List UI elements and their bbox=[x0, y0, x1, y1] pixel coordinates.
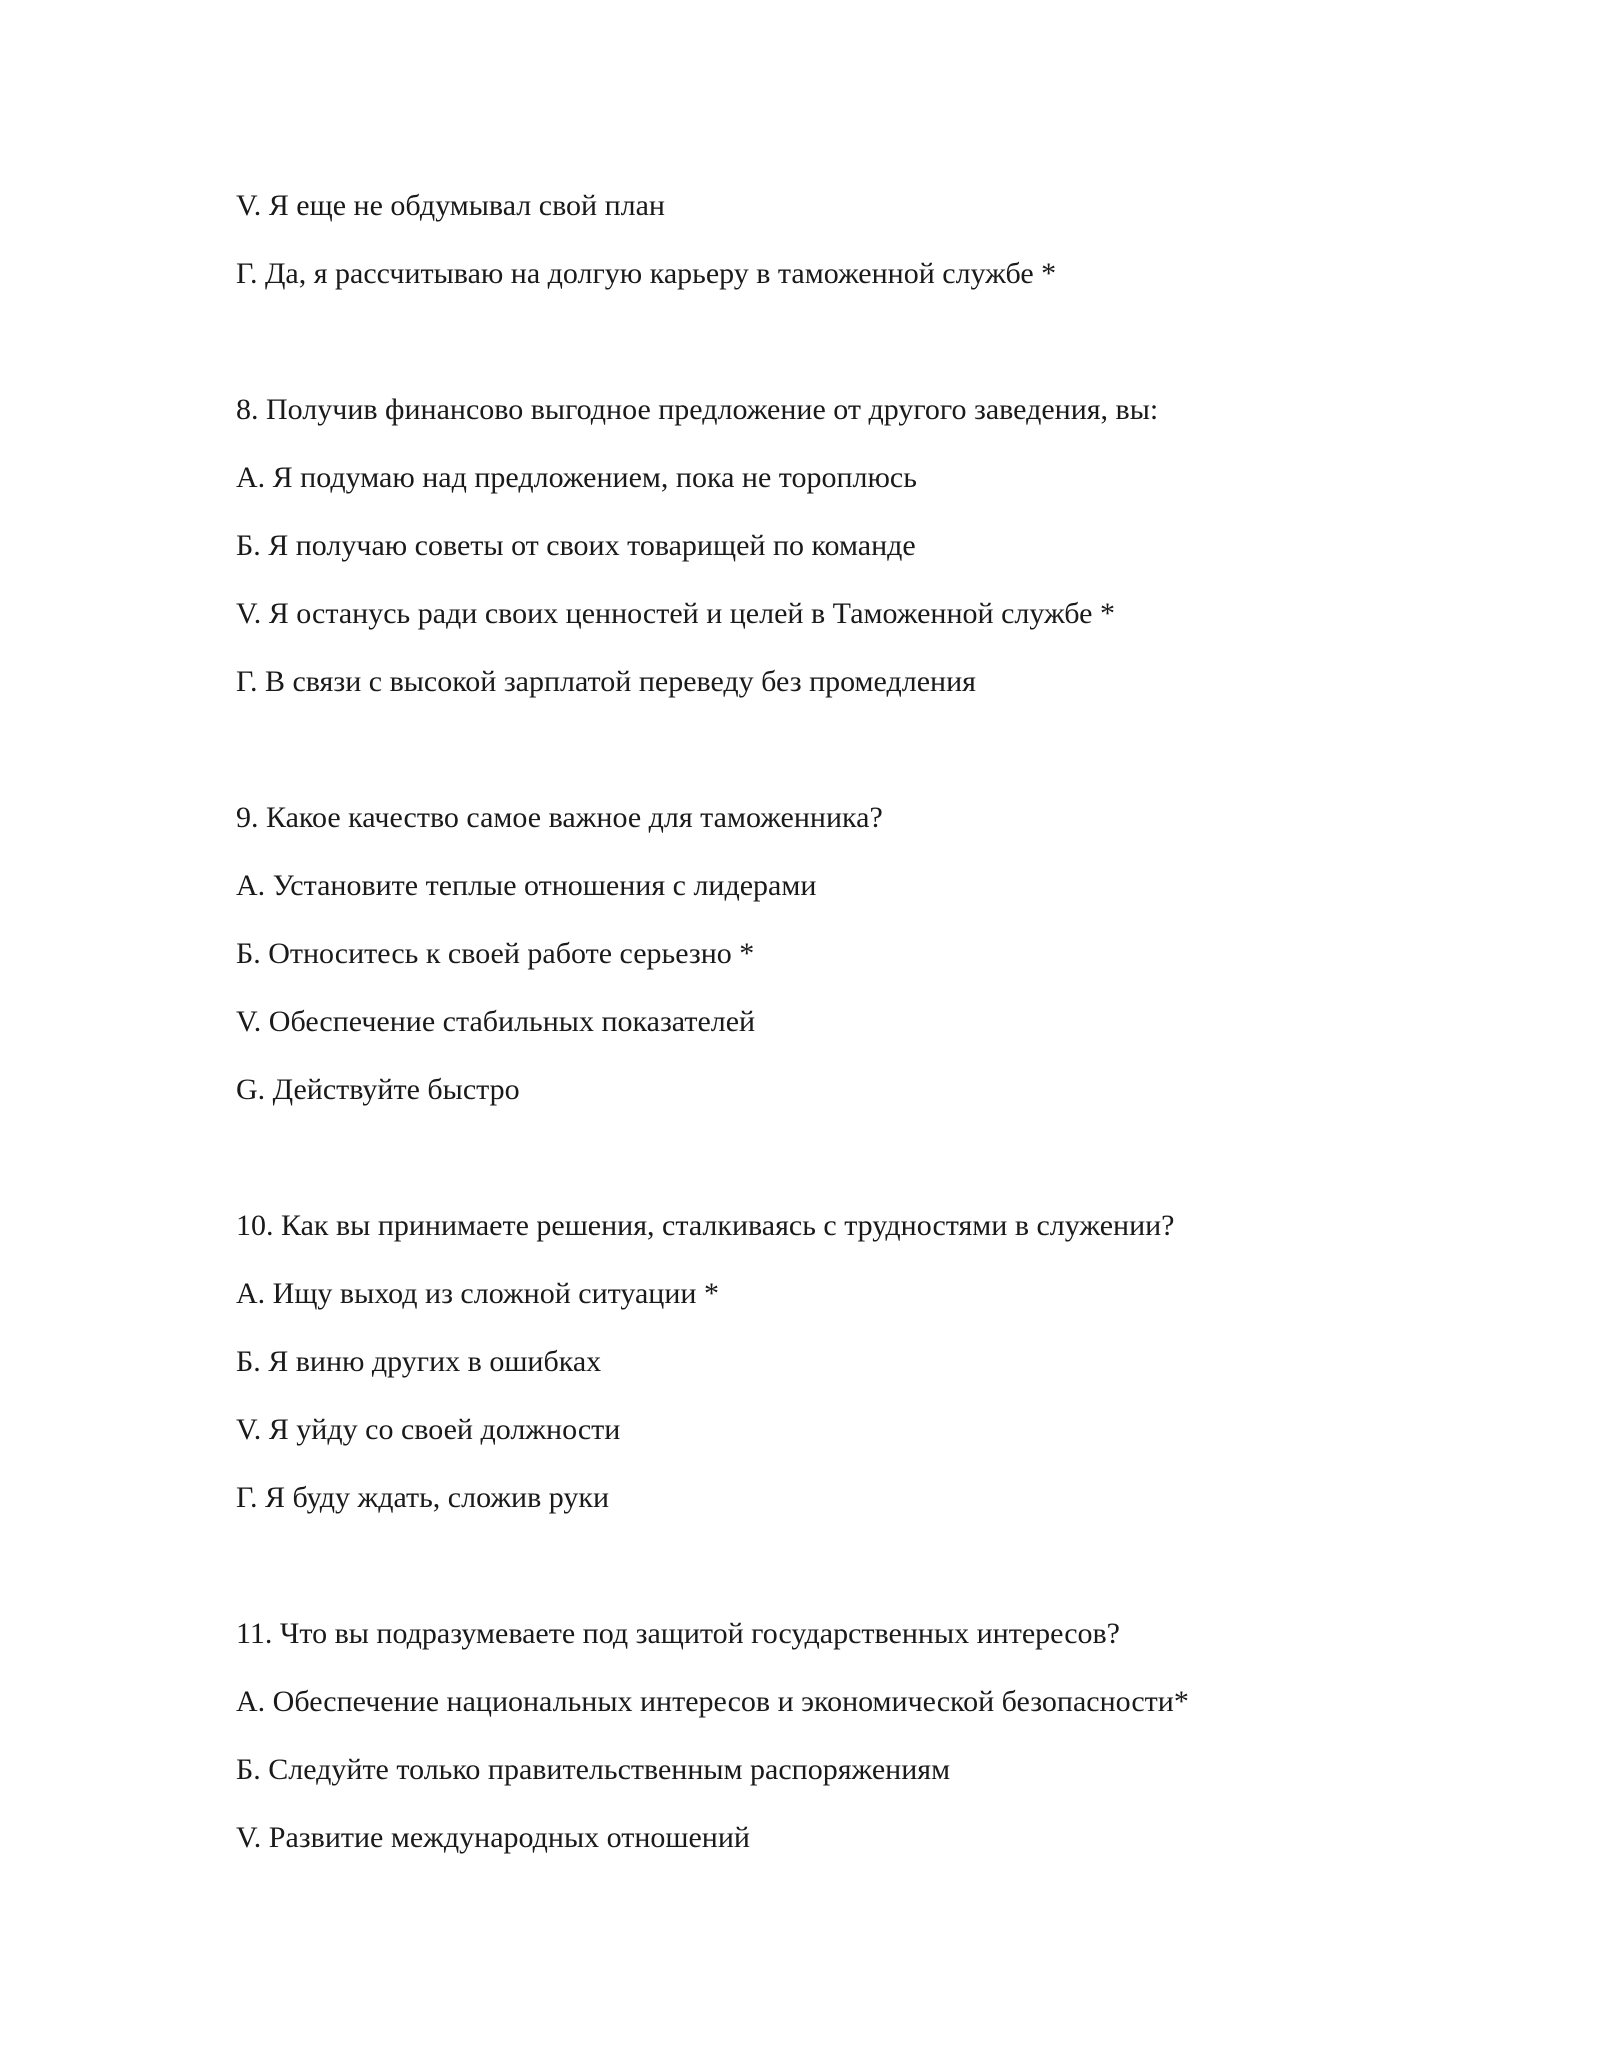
questionnaire-body bbox=[236, 186, 1416, 1886]
section-gap bbox=[236, 1138, 1416, 1206]
question-text: 9. Какое качество самое важное для таможенника? bbox=[236, 801, 883, 834]
answer-option: G. Действуйте быстро bbox=[236, 1073, 520, 1106]
answer-option: Г. Я буду ждать, сложив руки bbox=[236, 1481, 610, 1514]
answer-option: V. Я останусь ради своих ценностей и целей в Таможенной службе * bbox=[236, 597, 1115, 630]
question-7-continued bbox=[236, 186, 1416, 294]
question-11 bbox=[236, 1614, 1416, 1858]
answer-option: А. Ищу выход из сложной ситуации * bbox=[236, 1277, 719, 1310]
answer-option: V. Я еще не обдумывал свой план bbox=[236, 189, 665, 222]
answer-option: А. Обеспечение национальных интересов и экономической безопасности* bbox=[236, 1685, 1189, 1718]
answer-option: Б. Я виню других в ошибках bbox=[236, 1345, 602, 1378]
question-8 bbox=[236, 390, 1416, 702]
question-9 bbox=[236, 798, 1416, 1110]
section-gap bbox=[236, 1546, 1416, 1614]
section-gap bbox=[236, 730, 1416, 798]
answer-option: V. Развитие международных отношений bbox=[236, 1821, 750, 1854]
answer-option: Г. Да, я рассчитываю на долгую карьеру в таможенной службе * bbox=[236, 257, 1057, 290]
question-10 bbox=[236, 1206, 1416, 1518]
answer-option: Г. В связи с высокой зарплатой переведу без промедления bbox=[236, 665, 976, 698]
answer-option: V. Обеспечение стабильных показателей bbox=[236, 1005, 756, 1038]
answer-option: А. Установите теплые отношения с лидерами bbox=[236, 869, 817, 902]
question-text: 10. Как вы принимаете решения, сталкиваясь с трудностями в служении? bbox=[236, 1209, 1175, 1242]
answer-option: V. Я уйду со своей должности bbox=[236, 1413, 621, 1446]
question-text: 8. Получив финансово выгодное предложение от другого заведения, вы: bbox=[236, 393, 1159, 426]
answer-option: Б. Относитесь к своей работе серьезно * bbox=[236, 937, 755, 970]
section-gap bbox=[236, 322, 1416, 390]
answer-option: Б. Следуйте только правительственным распоряжениям bbox=[236, 1753, 951, 1786]
question-text: 11. Что вы подразумеваете под защитой государственных интересов? bbox=[236, 1617, 1120, 1650]
answer-option: А. Я подумаю над предложением, пока не тороплюсь bbox=[236, 461, 917, 494]
answer-option: Б. Я получаю советы от своих товарищей по команде bbox=[236, 529, 916, 562]
